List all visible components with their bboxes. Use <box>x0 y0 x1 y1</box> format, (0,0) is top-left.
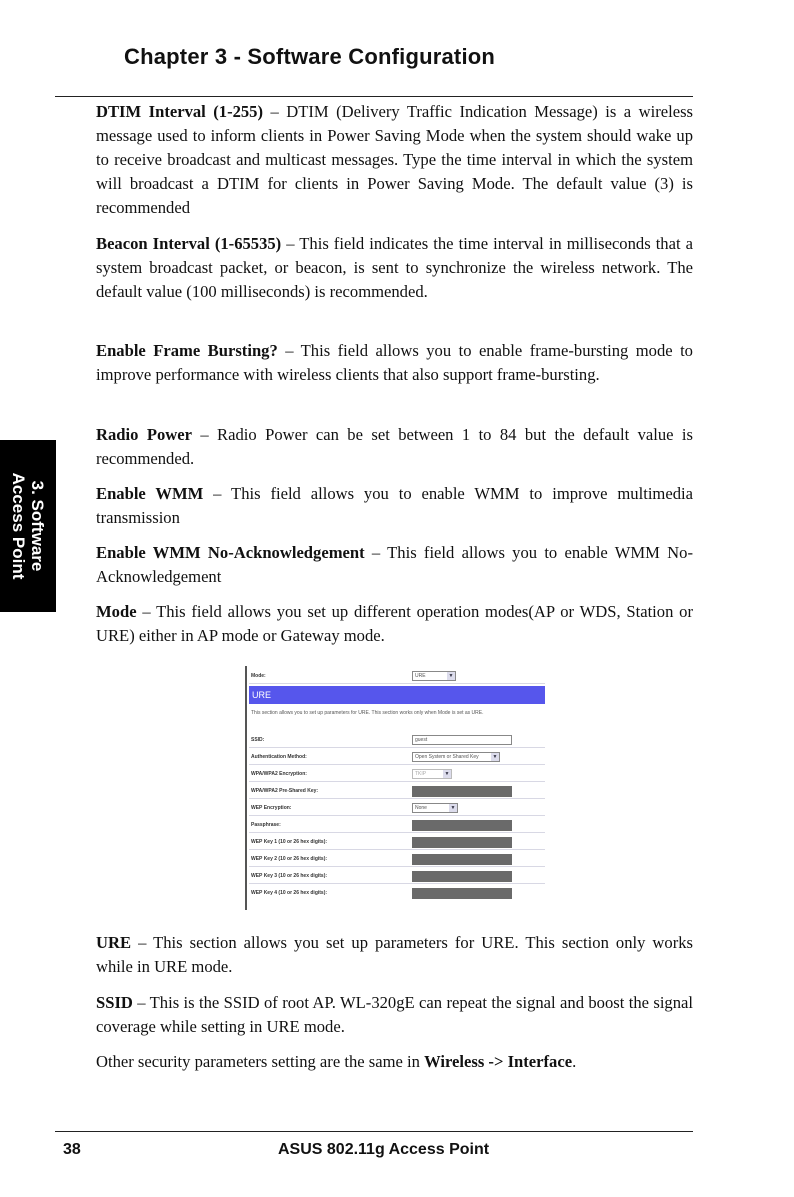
shot-ure-banner: URE <box>249 686 545 704</box>
footer-divider <box>55 1131 693 1132</box>
closing-prefix: Other security parameters setting are the same in <box>96 1052 425 1071</box>
term-enable-wmm: Enable WMM <box>96 484 204 503</box>
term-ure: URE <box>96 933 132 952</box>
term-dtim-interval: DTIM Interval (1-255) <box>96 102 264 121</box>
paragraph-mode <box>96 600 693 648</box>
paragraph-beacon-interval <box>96 232 693 304</box>
footer-title: ASUS 802.11g Access Point <box>278 1141 490 1158</box>
paragraph-radio-power <box>96 423 693 471</box>
shot-auth-label: Authentication Method: <box>251 754 307 760</box>
shot-wep-enc-value: None <box>415 805 427 811</box>
shot-description: This section allows you to set up parameters for URE. This section works only when Mode is set as URE. <box>251 710 484 716</box>
shot-auth-value: Open System or Shared Key <box>415 754 479 760</box>
shot-row-wep-encryption <box>249 800 545 816</box>
term-ssid: SSID <box>96 993 133 1012</box>
desc-dtim-interval: – DTIM (Delivery Traffic Indication Message) is a wireless message used to inform clients in Power Saving Mode when the system should wake up to receive broadcast and multicast messages. Type the time interval in which the system will broadcast a DTIM for clients in Power Saving Mode. The default value (3) is recommended <box>96 102 693 217</box>
ure-settings-screenshot <box>245 666 545 910</box>
shot-passphrase-field[interactable] <box>412 820 512 831</box>
desc-radio-power: – Radio Power can be set between 1 to 84 but the default value is recommended. <box>96 425 694 468</box>
term-wmm-no-ack: Enable WMM No-Acknowledgement <box>96 543 365 562</box>
shot-wep-key4-field[interactable] <box>412 888 512 899</box>
shot-ssid-label: SSID: <box>251 737 265 743</box>
desc-frame-bursting: – This field allows you to enable frame-bursting mode to improve performance with wireless clients that also support frame-bursting. <box>96 341 693 384</box>
term-frame-bursting: Enable Frame Bursting? <box>96 341 278 360</box>
shot-wep-key2-field[interactable] <box>412 854 512 865</box>
side-tab <box>0 440 56 612</box>
shot-row-wep-key2 <box>249 851 545 867</box>
shot-wep-key1-field[interactable] <box>412 837 512 848</box>
shot-wep-key3-field[interactable] <box>412 871 512 882</box>
term-mode: Mode <box>96 602 137 621</box>
closing-suffix: . <box>572 1052 577 1071</box>
chevron-down-icon: ▼ <box>450 805 456 811</box>
shot-row-passphrase <box>249 817 545 833</box>
desc-enable-wmm: – This field allows you to enable WMM to improve multimedia transmission <box>96 484 693 527</box>
side-tab-line2: Access Point <box>9 472 28 580</box>
shot-row-wpa-key <box>249 783 545 799</box>
shot-row-ssid <box>249 732 545 748</box>
shot-wpa-key-label: WPA/WPA2 Pre-Shared Key: <box>251 788 319 794</box>
desc-beacon-interval: – This field indicates the time interval in milliseconds that a system broadcast packet, or beacon, is sent to synchronize the wireless network. The default value (100 milliseconds) is recommended. <box>96 234 693 301</box>
shot-wpa-enc-value: TKIP <box>415 771 427 777</box>
shot-mode-select[interactable] <box>412 671 456 681</box>
shot-row-wep-key3 <box>249 868 545 884</box>
paragraph-frame-bursting <box>96 339 693 387</box>
paragraph-ssid <box>96 991 693 1039</box>
page-number: 38 <box>63 1141 81 1158</box>
paragraph-enable-wmm <box>96 482 693 530</box>
shot-wep-enc-select[interactable] <box>412 803 458 813</box>
paragraph-other-security <box>96 1050 693 1074</box>
shot-mode-value: URE <box>415 673 426 679</box>
shot-wep-enc-label: WEP Encryption: <box>251 805 292 811</box>
shot-row-wpa-encryption <box>249 766 545 782</box>
shot-wep-key4-label: WEP Key 4 (10 or 26 hex digits): <box>251 890 328 896</box>
shot-row-wep-key4 <box>249 885 545 901</box>
shot-row-mode <box>249 668 545 684</box>
side-tab-label <box>9 473 47 580</box>
shot-wep-key3-label: WEP Key 3 (10 or 26 hex digits): <box>251 873 328 879</box>
desc-ure: – This section allows you set up parameters for URE. This section only works while in URE mode. <box>96 933 693 976</box>
shot-wpa-enc-select[interactable] <box>412 769 452 779</box>
shot-row-auth <box>249 749 545 765</box>
shot-wep-key1-label: WEP Key 1 (10 or 26 hex digits): <box>251 839 328 845</box>
desc-ssid: – This is the SSID of root AP. WL-320gE can repeat the signal and boost the signal coverage while setting in URE mode. <box>96 993 693 1036</box>
shot-auth-select[interactable] <box>412 752 500 762</box>
term-radio-power: Radio Power <box>96 425 192 444</box>
paragraph-ure <box>96 931 693 979</box>
paragraph-wmm-no-ack <box>96 541 693 589</box>
chevron-down-icon: ▼ <box>492 754 498 760</box>
shot-passphrase-label: Passphrase: <box>251 822 281 828</box>
shot-wpa-key-field[interactable] <box>412 786 512 797</box>
paragraph-dtim-interval <box>96 100 693 220</box>
desc-wmm-no-ack: – This field allows you to enable WMM No-Acknowledgement <box>96 543 693 586</box>
shot-row-wep-key1 <box>249 834 545 850</box>
shot-wpa-enc-label: WPA/WPA2 Encryption: <box>251 771 307 777</box>
closing-path: Wireless -> Interface <box>424 1052 573 1071</box>
header-divider <box>55 96 693 97</box>
term-beacon-interval: Beacon Interval (1-65535) <box>96 234 282 253</box>
shot-ssid-input[interactable]: guest <box>412 735 512 745</box>
chevron-down-icon: ▼ <box>448 673 454 679</box>
side-tab-line1: 3. Software <box>28 480 47 572</box>
chapter-title: Chapter 3 - Software Configuration <box>124 44 496 69</box>
desc-mode: – This field allows you set up different operation modes(AP or WDS, Station or URE) either in AP mode or Gateway mode. <box>96 602 693 645</box>
chevron-down-icon: ▼ <box>444 771 450 777</box>
shot-mode-label: Mode: <box>251 673 266 679</box>
shot-wep-key2-label: WEP Key 2 (10 or 26 hex digits): <box>251 856 328 862</box>
